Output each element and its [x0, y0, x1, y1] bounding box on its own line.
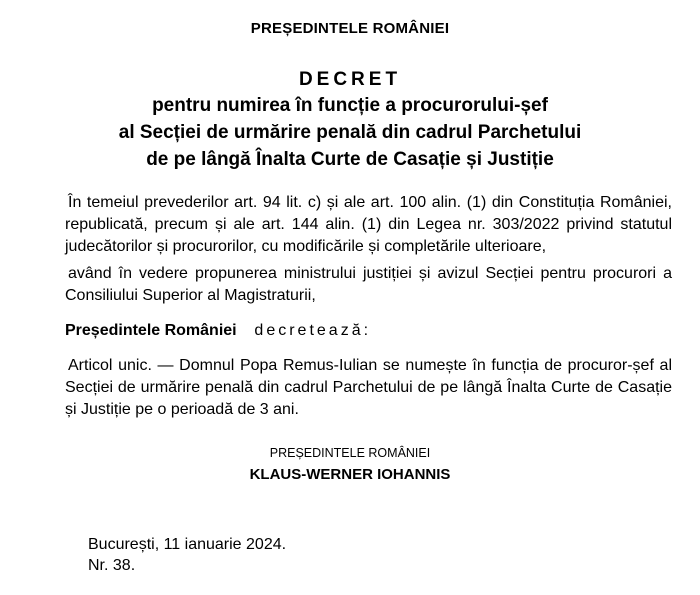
single-article-paragraph: Articol unic. — Domnul Popa Remus-Iulian se numește în funcția de procuror-șef al Secției de urmărire penală din cadrul Parchetului de pe lângă Înalta Curte de Casație și Justiție pe o perioadă de 3 ani. [65, 357, 672, 418]
decree-title-block [0, 68, 700, 173]
decree-label: DECRET [298, 69, 402, 90]
decree-subject: Președintele României [65, 322, 237, 339]
decree-subtitle-line-1: pentru numirea în funcție a procurorului-șef [152, 95, 548, 116]
signatory-title: PREȘEDINTELE ROMÂNIEI [269, 446, 431, 460]
decree-formula [65, 320, 672, 342]
legal-basis-paragraph: În temeiul prevederilor art. 94 lit. c) și ale art. 100 alin. (1) din Constituția României, republicată, precum și ale art. 144 alin. (1) din Legea nr. 303/2022 privind statutul judecătorilor și procurorilor, cu modificările și completările ulterioare, [65, 194, 672, 255]
signatory-name: KLAUS-WERNER IOHANNIS [249, 466, 451, 483]
issuer-header: PREȘEDINTELE ROMÂNIEI [250, 20, 450, 37]
decree-number: Nr. 38. [88, 557, 136, 574]
decree-subtitle-line-3: de pe lângă Înalta Curte de Casație și Justiție [146, 149, 554, 170]
decree-subtitle-line-2: al Secției de urmărire penală din cadrul Parchetului [118, 122, 582, 143]
place-and-date: București, 11 ianuarie 2024. [88, 536, 287, 553]
decree-verb: decretează: [254, 322, 372, 339]
considering-paragraph: având în vedere propunerea ministrului justiției și avizul Secției pentru procurori a Consiliului Superior al Magistraturii, [65, 265, 672, 304]
